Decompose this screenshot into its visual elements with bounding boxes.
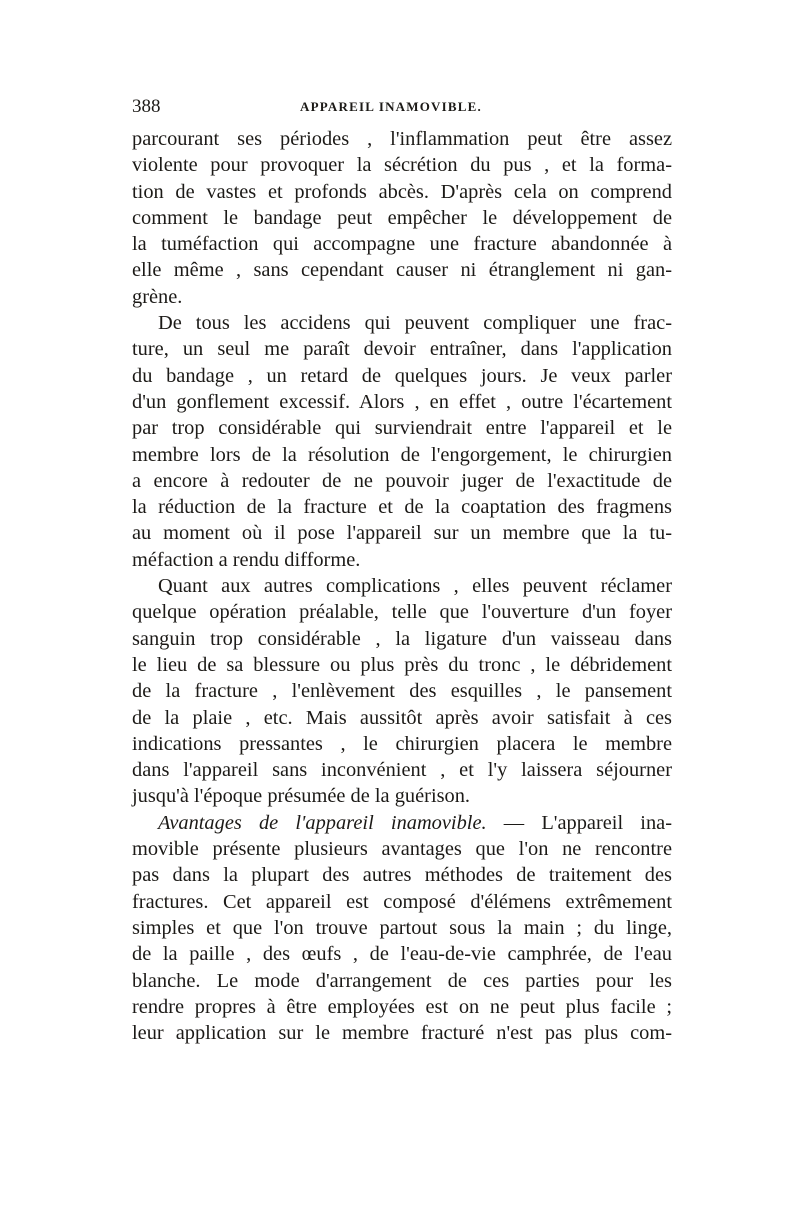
text-line: indications pressantes , le chirurgien placera le membre [132,732,672,755]
text-line: la tuméfaction qui accompagne une fracture abandonnée à [132,233,672,256]
text-line: parcourant ses périodes , l'inflammation peut être assez [132,128,672,150]
body-text [132,126,672,1046]
text-line: movible présente plusieurs avantages que l'on ne rencontre [132,838,672,861]
paragraph-start-line: De tous les accidens qui peuvent compliquer une frac- [158,312,672,335]
text-line: de la fracture , l'enlèvement des esquilles , le pansement [132,680,672,703]
running-title: APPAREIL INAMOVIBLE. [300,99,482,114]
text-line: simples et que l'on trouve partout sous la main ; du linge, [132,916,672,939]
page-header [132,96,672,122]
paragraph-start-line: Quant aux autres complications , elles peuvent réclamer [158,575,672,598]
section-heading: Avantages de l'appareil inamovible. [158,811,487,834]
text-line: elle même , sans cependant causer ni étranglement ni gan- [132,259,672,282]
text-line: par trop considérable qui surviendrait entre l'appareil et le [132,417,672,440]
text-line: de la plaie , etc. Mais aussitôt après avoir satisfait à ces [132,706,672,729]
text-line: méfaction a rendu difforme. [132,548,361,571]
text-line: fractures. Cet appareil est composé d'élémens extrêmement [132,890,672,913]
text-line: quelque opération préalable, telle que l'ouverture d'un foyer [132,601,672,624]
text-line: de la paille , des œufs , de l'eau-de-vie camphrée, de l'eau [132,943,672,966]
text-line: la réduction de la fracture et de la coaptation des fragmens [132,496,672,519]
text-line: leur application sur le membre fracturé n'est pas plus com- [132,1022,672,1045]
text-line: membre lors de la résolution de l'engorgement, le chirurgien [132,443,672,466]
text-line: tion de vastes et profonds abcès. D'après cela on comprend [132,180,672,203]
section-heading-line [132,810,672,836]
text-line: rendre propres à être employées est on ne peut plus facile ; [132,995,672,1018]
text-line: du bandage , un retard de quelques jours. Je veux parler [132,364,672,387]
text-line: le lieu de sa blessure ou plus près du tronc , le débridement [132,653,672,676]
text-line: au moment où il pose l'appareil sur un membre que la tu- [132,522,672,545]
text-fragment: — L'appareil ina- [503,811,672,834]
text-line: sanguin trop considérable , la ligature d'un vaisseau dans [132,627,672,650]
text-line: pas dans la plupart des autres méthodes de traitement des [132,864,672,887]
text-line: ture, un seul me paraît devoir entraîner, dans l'application [132,338,672,361]
text-line: d'un gonflement excessif. Alors , en effet , outre l'écartement [132,390,672,413]
text-line: violente pour provoquer la sécrétion du pus , et la forma- [132,154,672,177]
text-line: jusqu'à l'époque présumée de la guérison. [132,785,471,808]
text-line: grène. [132,285,183,308]
page-number: 388 [132,96,161,117]
text-line: a encore à redouter de ne pouvoir juger de l'exactitude de [132,469,672,492]
text-line: dans l'appareil sans inconvénient , et l'y laissera séjourner [132,759,672,782]
text-line: blanche. Le mode d'arrangement de ces parties pour les [132,969,672,992]
text-line: comment le bandage peut empêcher le développement de [132,206,672,229]
